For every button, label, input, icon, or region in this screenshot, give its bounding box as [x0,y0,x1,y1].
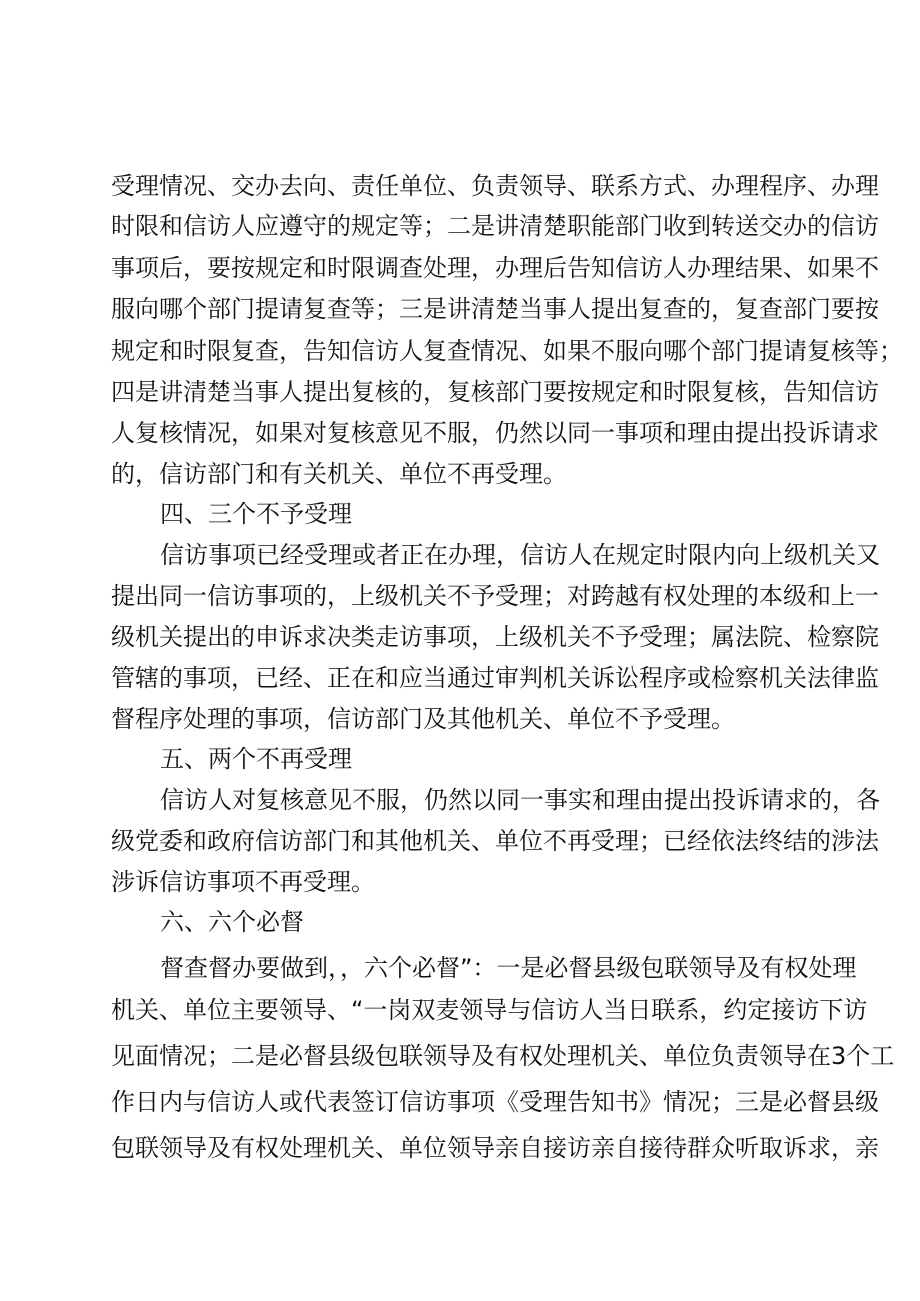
section-heading: 六、六个必督 [160,908,304,936]
body-text-line: 涉诉信访事项不再受理。 [111,868,375,896]
paragraph-first-line: 信访事项已经受理或者正在办理，信访人在规定时限内向上级机关又 [160,541,880,569]
body-text-line: 事项后，要按规定和时限调查处理，办理后告知信访人办理结果、如果不 [111,254,879,282]
body-text-line: 级党委和政府信访部门和其他机关、单位不再受理；已经依法终结的涉法 [111,827,879,855]
body-text-line: 作日内与信访人或代表签订信访事项《受理告知书》情况；三是必督县级 [111,1088,879,1116]
paragraph-first-line: 信访人对复核意见不服，仍然以同一事实和理由提出投诉请求的，各 [160,786,880,814]
body-text-line: 督程序处理的事项，信访部门及其他机关、单位不予受理。 [111,705,735,733]
body-text-line: 时限和信访人应遵守的规定等；二是讲清楚职能部门收到转送交办的信访 [111,212,879,240]
body-text-line: 服向哪个部门提请复查等；三是讲清楚当事人提出复查的，复查部门要按 [111,295,879,323]
body-text-line: 级机关提出的申诉求决类走访事项，上级机关不予受理；属法院、检察院 [111,623,879,651]
body-text-line: 人复核情况，如果对复核意见不服，仍然以同一事项和理由提出投诉请求 [111,419,879,447]
body-text-line: 机关、单位主要领导、“一岗双麦领导与信访人当日联系，约定接访下访 [111,996,868,1024]
section-heading: 五、两个不再受理 [160,745,352,773]
paragraph-first-line: 督查督办要做到，，六个必督”：一是必督县级包联领导及有权处理 [160,954,857,982]
body-text-line: 四是讲清楚当事人提出复核的，复核部门要按规定和时限复核，告知信访 [111,378,879,406]
body-text-line: 的，信访部门和有关机关、单位不再受理。 [111,460,567,488]
body-text-line: 管辖的事项，已经、正在和应当通过审判机关诉讼程序或检察机关法律监 [111,664,879,692]
section-heading: 四、三个不予受理 [160,500,352,528]
body-text-line: 包联领导及有权处理机关、单位领导亲自接访亲自接待群众听取诉求，亲 [111,1134,879,1162]
body-text-line: 受理情况、交办去向、责任单位、负责领导、联系方式、办理程序、办理 [111,172,879,200]
body-text-line: 见面情况；二是必督县级包联领导及有权处理机关、单位负责领导在3个工 [111,1042,895,1070]
body-text-line: 规定和时限复查，告知信访人复查情况、如果不服向哪个部门提请复核等； [111,337,903,365]
body-text-line: 提出同一信访事项的，上级机关不予受理；对跨越有权处理的本级和上一 [111,582,879,610]
